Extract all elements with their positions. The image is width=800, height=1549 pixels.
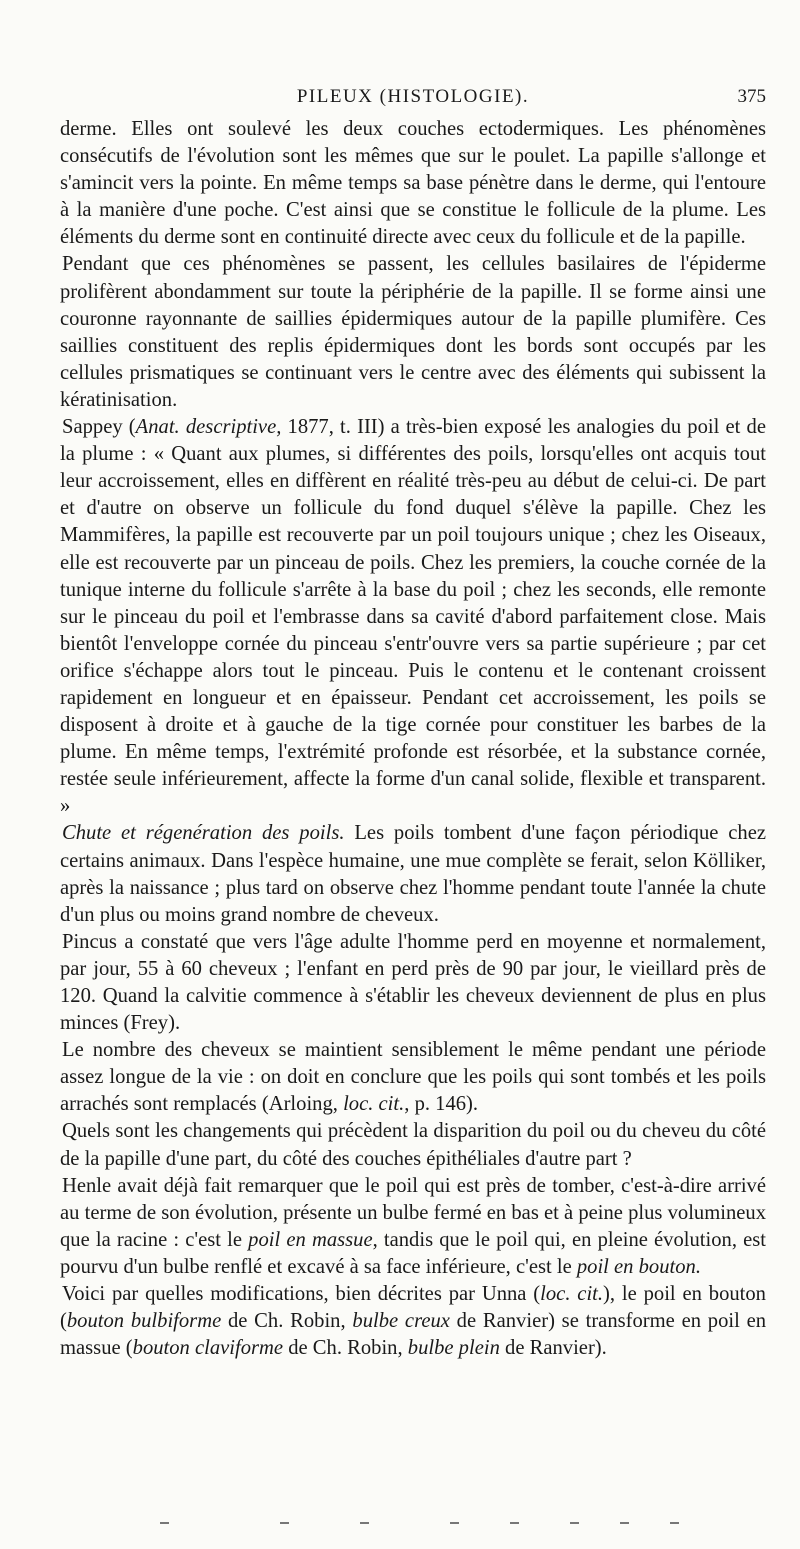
robin-1: de Ch. Robin, xyxy=(221,1310,353,1333)
bouton-claviforme: bouton claviforme xyxy=(132,1337,284,1360)
henle-mid: , tandis que le poil qui, en pleine évolution, est pourvu d'un bulbe renflé et excavé à sa face inférieure, c'est le xyxy=(60,1228,767,1278)
unna-mid: ), le poil en bouton ( xyxy=(60,1283,766,1333)
unna-loc-cit: loc. cit. xyxy=(540,1283,604,1306)
section-heading-chute: Chute et régenération des poils. xyxy=(62,822,345,845)
paragraph-2: Pendant que ces phénomènes se passent, les cellules basilaires de l'épiderme prolifèrent abondamment sur toute la périphérie de la papille. Il se forme ainsi une couronne rayonnante de saillies épidermiques autour de la papille plumifère. Ces saillies constituent des replis épidermiques dont les bords sont occupés par les cellules prismatiques se continuant vers le centre avec des éléments qui subissent la kératinisation. xyxy=(60,253,766,411)
poil-en-massue: poil en massue xyxy=(248,1228,373,1251)
sappey-rest: 1877, t. III) a très-bien exposé les analogies du poil et de la plume : xyxy=(60,416,766,466)
henle-text: Henle avait déjà fait remarquer que le poil qui est près de tomber, c'est-à-dire arrivé au terme de son évolution, présente un bulbe fermé en bas et à peine plus volumineux que la racine : c'est le xyxy=(60,1174,766,1251)
paragraph-4 xyxy=(60,820,766,928)
robin-2: de Ch. Robin, xyxy=(283,1337,408,1360)
dot xyxy=(510,1522,519,1524)
running-title: PILEUX (HISTOLOGIE). xyxy=(296,86,530,107)
dot xyxy=(570,1522,579,1524)
sappey-author: Sappey ( xyxy=(62,416,136,439)
dot xyxy=(450,1522,459,1524)
bouton-bulbiforme: bouton bulbiforme xyxy=(66,1310,222,1333)
arloing-text: Le nombre des cheveux se maintient sensiblement le même pendant une période assez longue de la vie : on doit en conclure que les poils qui sont tombés et les poils arrachés sont remplacés (Arloing, xyxy=(60,1039,766,1116)
dot xyxy=(670,1522,679,1524)
page-header xyxy=(60,86,766,118)
paragraph-5: Pincus a constaté que vers l'âge adulte l'homme perd en moyenne et normalement, par jour, 55 à 60 cheveux ; l'enfant en perd près de 90 par jour, le vieillard près de 120. Quand la calvitie commence à s'établir les cheveux deviennent de plus en plus minces (Frey). xyxy=(60,930,766,1035)
dot xyxy=(160,1522,169,1524)
unna-text: Voici par quelles modifications, bien décrites par Unna ( xyxy=(62,1283,541,1306)
paragraph-8 xyxy=(60,1173,766,1281)
ranvier-2: de Ranvier). xyxy=(499,1337,607,1360)
bottom-rule-dots xyxy=(150,1518,710,1528)
ranvier-1: de Ranvier) se transforme en poil en massue ( xyxy=(60,1310,767,1360)
paragraph-7: Quels sont les changements qui précèdent la disparition du poil ou du cheveu du côté de la papille d'une part, du côté des couches épithéliales d'autre part ? xyxy=(60,1120,766,1170)
body-text xyxy=(60,116,766,1362)
arloing-loc-cit: loc. cit. xyxy=(343,1093,405,1116)
chute-text: Les poils tombent d'une façon périodique chez certains animaux. Dans l'espèce humaine, une mue complète se ferait, selon Kölliker, après la naissance ; plus tard on observe chez l'homme pendant toute l'année la chute d'un plus ou moins grand nombre de cheveux. xyxy=(60,822,766,926)
page-number: 375 xyxy=(737,86,766,107)
arloing-page: , p. 146). xyxy=(404,1093,479,1116)
bulbe-creux: bulbe creux xyxy=(352,1310,450,1333)
paragraph-6 xyxy=(60,1037,766,1118)
sappey-quote: « Quant aux plumes, si différentes des poils, lorsqu'elles ont acquis tout leur accroissement, elles en diffèrent en réalité très-peu au début de celui-ci. De part et d'autre on observe un follicule du fond duquel s'élève la papille. Chez les Mammifères, la papille est recouverte par un poil toujours unique ; chez les Oiseaux, elle est recouverte par un pinceau de poils. Chez les premiers, la couche cornée de la tunique interne du follicule s'arrête à la base du poil ; chez les seconds, elle remonte sur le pinceau du poil et l'embrasse dans sa cavité d'abord parfaitement close. Mais bientôt l'enveloppe cornée du pinceau s'entr'ouvre vers sa partie supérieure ; par cet orifice s'échappe alors tout le pinceau. Puis le contenu et le contenant croissent rapidement en longueur et en épaisseur. Pendant cet accroissement, les poils se disposent à droite et à gauche de la tige cornée pour constituer les barbes de la plume. En même temps, l'extrémité profonde est résorbée, et la substance cornée, restée seule inférieurement, affecte la forme d'un canal solide, flexible et transparent. » xyxy=(60,443,766,818)
paragraph-9 xyxy=(60,1281,766,1362)
paragraph-1: derme. Elles ont soulevé les deux couches ectodermiques. Les phénomènes consécutifs de l'évolution sont les mêmes que sur le poulet. La papille s'allonge et s'amincit vers la pointe. En même temps sa base pénètre dans le derme, qui l'entoure à la manière d'une poche. C'est ainsi que se constitue le follicule de la plume. Les éléments du derme sont en continuité directe avec ceux du follicule et de la papille. xyxy=(60,118,766,249)
paragraph-3 xyxy=(60,414,766,820)
dot xyxy=(620,1522,629,1524)
dot xyxy=(280,1522,289,1524)
poil-en-bouton: poil en bouton. xyxy=(576,1255,701,1278)
dot xyxy=(360,1522,369,1524)
sappey-work: Anat. descriptive, xyxy=(135,416,282,439)
bulbe-plein: bulbe plein xyxy=(407,1337,500,1360)
